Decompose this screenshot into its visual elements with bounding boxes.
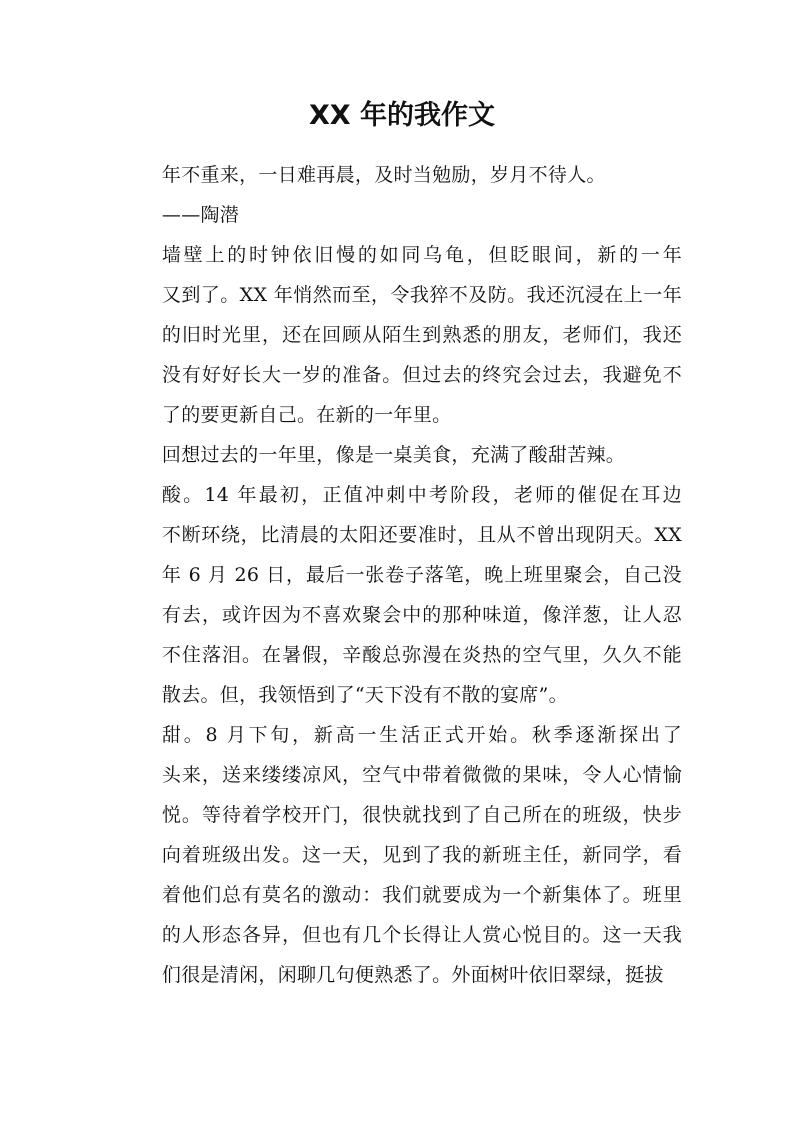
text-line: 了的要更新自己。在新的一年里。 [161, 404, 452, 426]
text-line: 又到了。XX 年悄然而至，令我猝不及防。我还沉浸在上一年 [161, 284, 682, 306]
paragraph [122, 715, 682, 995]
text-line: 年不重来，一日难再晨，及时当勉励，岁月不待人。 [161, 164, 606, 186]
text-line: ——陶潜 [161, 204, 240, 226]
text-line: 甜。8 月下旬，新高一生活正式开始。秋季逐渐探出了 [161, 724, 682, 746]
text-line: 不住落泪。在暑假，辛酸总弥漫在炎热的空气里，久久不能 [161, 644, 682, 666]
text-line: 墙壁上的时钟依旧慢的如同乌龟，但眨眼间，新的一年 [161, 244, 682, 266]
text-line: 酸。14 年最初，正值冲刺中考阶段，老师的催促在耳边 [161, 484, 682, 506]
paragraph [122, 155, 682, 195]
text-line: 头来，送来缕缕凉风，空气中带着微微的果味，令人心情愉 [161, 764, 682, 786]
text-line: 悦。等待着学校开门，很快就找到了自己所在的班级，快步 [161, 804, 682, 826]
paragraph [122, 235, 682, 435]
text-line: 的人形态各异，但也有几个长得让人赏心悦目的。这一天我 [161, 924, 682, 946]
text-line: 们很是清闲，闲聊几句便熟悉了。外面树叶依旧翠绿，挺拔 [161, 964, 664, 986]
document-body [122, 155, 682, 995]
text-line: 不断环绕，比清晨的太阳还要准时，且从不曾出现阴天。XX [161, 524, 682, 546]
text-line: 有去，或许因为不喜欢聚会中的那种味道，像洋葱，让人忍 [161, 604, 682, 626]
paragraph [122, 475, 682, 715]
text-line: 回想过去的一年里，像是一桌美食，充满了酸甜苦辣。 [161, 444, 626, 466]
text-line: 向着班级出发。这一天，见到了我的新班主任，新同学，看 [161, 844, 682, 866]
document-title: XX 年的我作文 [308, 100, 496, 131]
text-line: 散去。但，我领悟到了“天下没有不散的宴席”。 [161, 684, 568, 706]
paragraph [122, 435, 682, 475]
text-line: 没有好好长大一岁的准备。但过去的终究会过去，我避免不 [161, 364, 682, 386]
text-line: 着他们总有莫名的激动：我们就要成为一个新集体了。班里 [161, 884, 682, 906]
text-line: 的旧时光里，还在回顾从陌生到熟悉的朋友，老师们，我还 [161, 324, 682, 346]
paragraph [122, 195, 682, 235]
text-line: 年 6 月 26 日，最后一张卷子落笔，晚上班里聚会，自己没 [161, 564, 682, 586]
